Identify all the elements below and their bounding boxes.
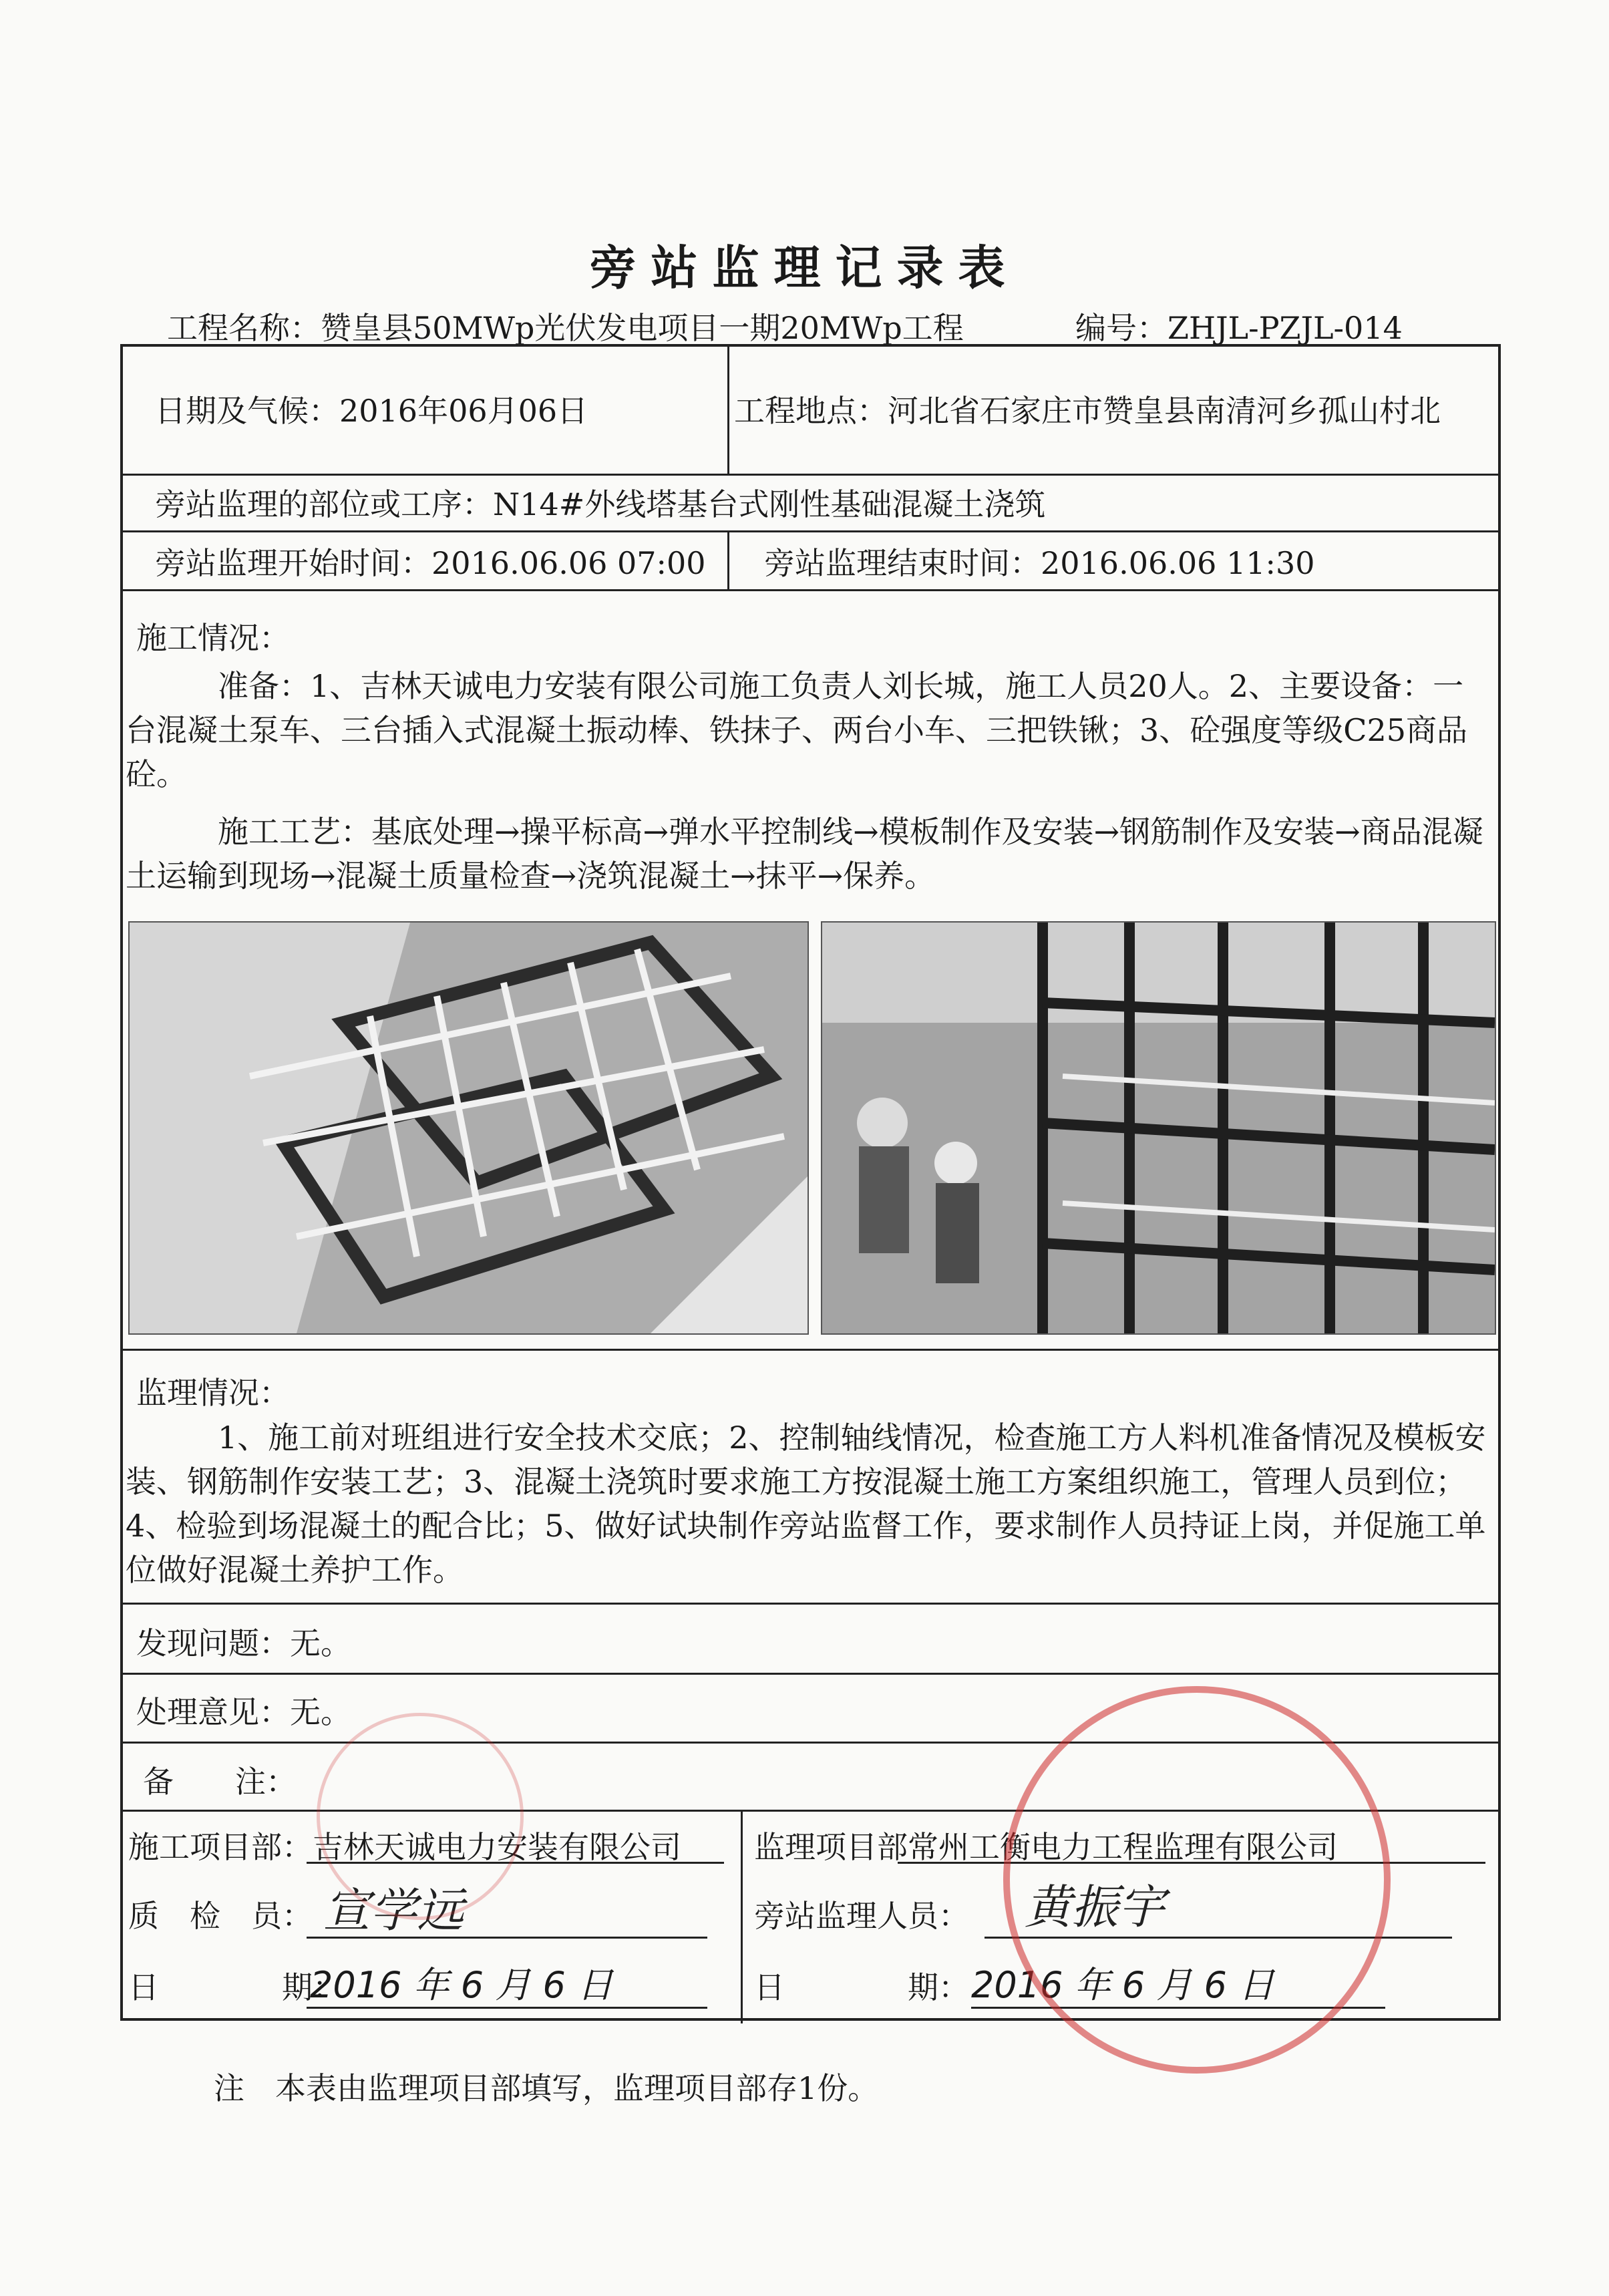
construction-body [126, 664, 1491, 898]
site-photo-workers [821, 921, 1496, 1335]
project-location: 工程地点：河北省石家庄市赞皇县南清河乡孤山村北 [734, 393, 1441, 429]
faint-seal-stamp [317, 1713, 524, 1920]
divider [123, 1603, 1498, 1605]
divider [123, 589, 1498, 591]
project-name: 工程名称：赞皇县50MWp光伏发电项目一期20MWp工程 [167, 310, 964, 346]
red-seal-stamp [1003, 1686, 1391, 2074]
footnote: 注 本表由监理项目部填写，监理项目部存1份。 [214, 2070, 879, 2106]
supervised-part: 旁站监理的部位或工序：N14#外线塔基台式刚性基础混凝土浇筑 [155, 486, 1046, 522]
divider [123, 474, 1498, 476]
handling-opinion: 处理意见：无。 [136, 1694, 351, 1730]
document-title: 旁站监理记录表 [589, 240, 1020, 295]
underline [307, 1937, 707, 1939]
record-table [120, 344, 1501, 2021]
construction-process: 施工工艺：基底处理→操平标高→弹水平控制线→模板制作及安装→钢筋制作及安装→商品混凝土运输到现场→混凝土质量检查→浇筑混凝土→抹平→保养。 [126, 814, 1483, 894]
site-photo-formwork [128, 921, 809, 1335]
remarks: 备 注： [143, 1764, 297, 1800]
divider [727, 347, 729, 474]
supervision-text: 1、施工前对班组进行安全技术交底；2、控制轴线情况，检查施工方人料机准备情况及模板安装、钢筋制作安装工艺；3、混凝土浇筑时要求施工方按混凝土施工方案组织施工，管理人员到位；4、检验到场混凝土的配合比；5、做好试块制作旁站监督工作，要求制作人员持证上岗，并促施工单位做好混凝土养护工作。 [126, 1420, 1486, 1588]
left-date-value: 2016 年 6 月 6 日 [310, 1964, 613, 2006]
divider [123, 530, 1498, 532]
divider [123, 1349, 1498, 1351]
divider [727, 530, 729, 589]
construction-dept: 施工项目部：吉林天诚电力安装有限公司 [128, 1829, 681, 1865]
date-weather: 日期及气候：2016年06月06日 [155, 393, 588, 429]
underline [307, 2007, 707, 2009]
start-time: 旁站监理开始时间：2016.06.06 07:00 [155, 545, 706, 581]
problems-found: 发现问题：无。 [136, 1625, 351, 1661]
inspector-signature: 宣学远 [323, 1883, 464, 1938]
site-supervisor-label: 旁站监理人员： [754, 1898, 969, 1934]
supervision-body [126, 1416, 1491, 1592]
document-code: 编号：ZHJL-PZJL-014 [1075, 310, 1403, 346]
end-time: 旁站监理结束时间：2016.06.06 11:30 [764, 545, 1315, 581]
supervision-dept: 监理项目部常州工衡电力工程监理有限公司 [754, 1829, 1338, 1865]
divider [123, 1673, 1498, 1675]
right-date-label: 日 期： [754, 1969, 969, 2005]
construction-prep: 准备：1、吉林天诚电力安装有限公司施工负责人刘长城，施工人员20人。2、主要设备：一台混凝土泵车、三台插入式混凝土振动棒、铁抹子、两台小车、三把铁锹；3、砼强度等级C25商品砼。 [126, 668, 1467, 792]
left-date-label: 日 期： [128, 1969, 343, 2005]
divider [741, 1810, 743, 2023]
construction-label: 施工情况： [136, 620, 290, 656]
quality-inspector-label: 质 检 员： [128, 1898, 313, 1934]
supervisor-signature: 黄振宇 [1025, 1880, 1165, 1935]
right-date-value: 2016 年 6 月 6 日 [971, 1964, 1274, 2006]
supervision-label: 监理情况： [136, 1375, 290, 1411]
